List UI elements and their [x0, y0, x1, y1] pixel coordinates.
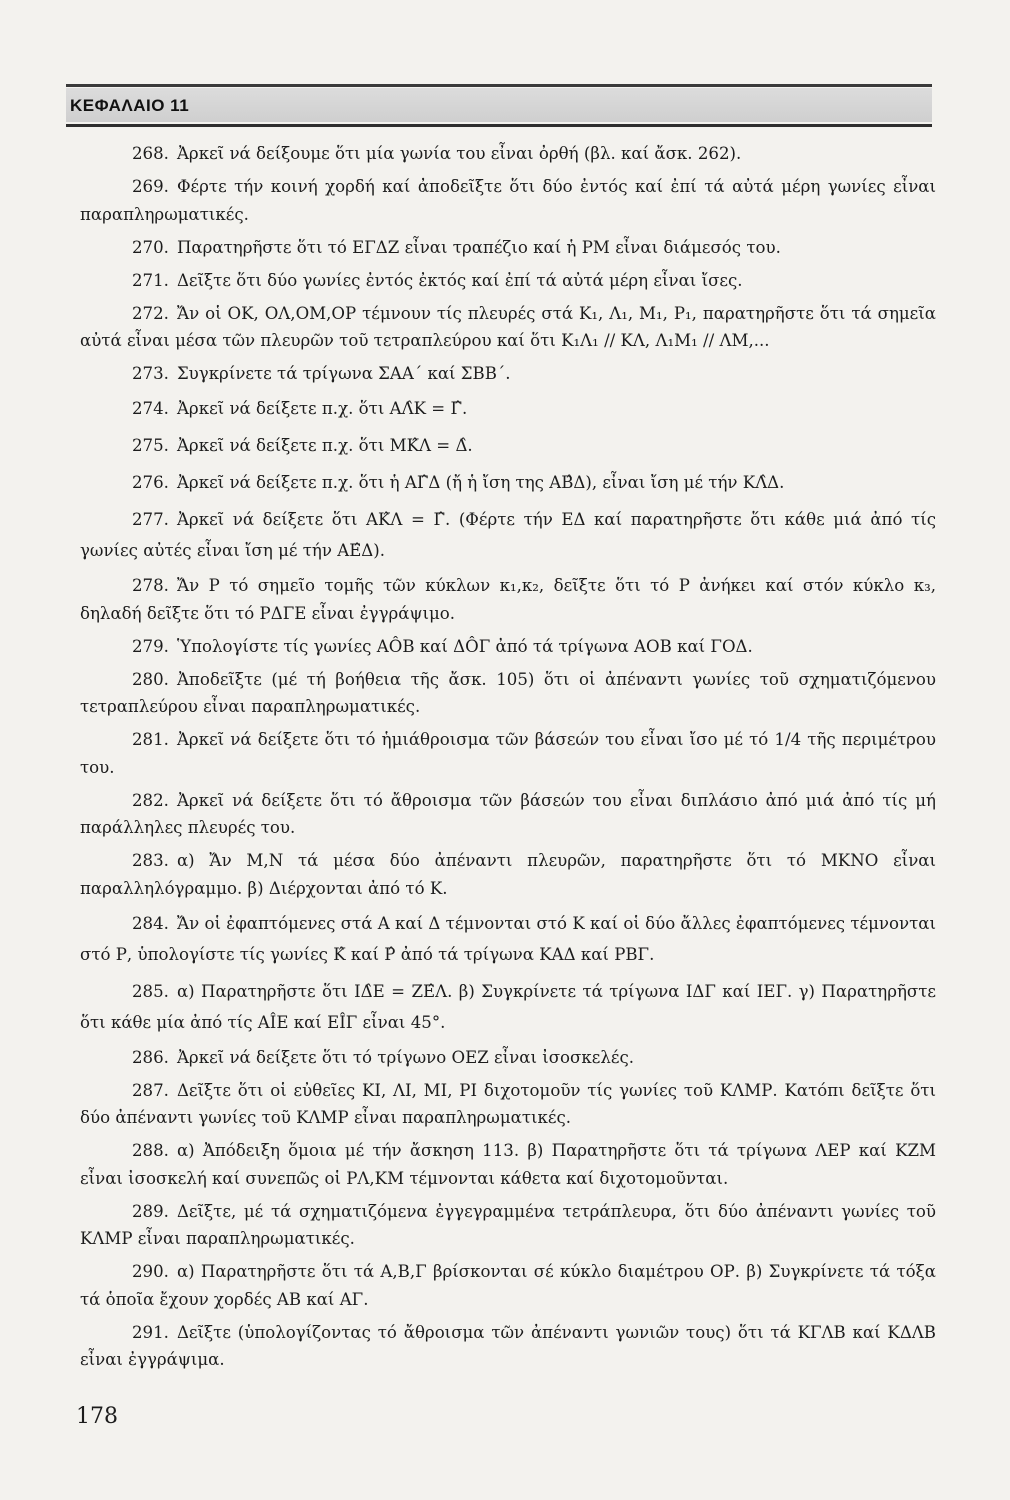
chapter-header-band [66, 88, 932, 122]
header-bottom-rule [66, 124, 932, 127]
exercise-hint-text: Ἀρκεῖ νά δείξετε ὅτι τό τρίγωνο ΟΕΖ εἶναι ἰσοσκελές. [176, 1047, 635, 1067]
exercise-number: 276. [132, 473, 169, 492]
exercise-number: 268. [132, 144, 169, 163]
exercise-number: 282. [132, 790, 169, 810]
exercise-number: 284. [132, 913, 169, 933]
exercise-hint-item [80, 1077, 936, 1132]
exercise-number: 291. [132, 1322, 169, 1342]
exercise-hint-item [80, 787, 936, 842]
exercise-hint-text: α) Ἄν Μ,Ν τά μέσα δύο ἀπέναντι πλευρῶν, παρατηρῆστε ὅτι τό ΜΚΝΟ εἶναι παραλληλόγραμμο. β) Διέρχονται ἀπό τό Κ. [80, 851, 936, 898]
exercise-hint-item [80, 666, 936, 721]
exercise-hint-item [80, 633, 936, 661]
exercise-hint-text: α) Ἀπόδειξη ὅμοια μέ τήν ἄσκηση 113. β) Παρατηρῆστε ὅτι τά τρίγωνα ΛΕΡ καί ΚΖΜ εἶναι ἰσοσκελή καί συνεπῶς οἱ ΡΛ,ΚΜ τέμνονται κάθετα καί διχοτομοῦνται. [80, 1141, 936, 1188]
exercise-hint-text: Ὑπολογίστε τίς γωνίες ΑÔΒ καί ΔÔΓ ἀπό τά τρίγωνα ΑΟΒ καί ΓΟΔ. [176, 636, 753, 656]
exercise-hint-item [80, 847, 936, 902]
exercise-hint-item [80, 1044, 936, 1072]
exercise-hint-text: Ἀποδεῖξτε (μέ τή βοήθεια τῆς ἄσκ. 105) ὅτι οἱ ἀπέναντι γωνίες τοῦ σχηματιζόμενου τετραπλεύρου εἶναι παραπληρωματικές. [80, 669, 936, 716]
exercise-number: 272. [132, 303, 169, 323]
exercise-hint-text: α) Παρατηρῆστε ὅτι τά Α,Β,Γ βρίσκονται σέ κύκλο διαμέτρου ΟΡ. β) Συγκρίνετε τά τόξα τά ὁποῖα ἔχουν χορδές ΑΒ καί ΑΓ. [80, 1262, 936, 1309]
exercise-number: 286. [132, 1047, 169, 1067]
exercise-number: 279. [132, 636, 169, 656]
exercise-hint-item [80, 393, 936, 424]
exercise-number: 270. [132, 237, 169, 257]
exercise-hint-item [80, 726, 936, 781]
exercise-hint-item [80, 234, 936, 262]
exercise-hint-item [80, 430, 936, 461]
exercise-number: 281. [132, 730, 169, 749]
exercise-number: 275. [132, 436, 169, 455]
exercise-hint-text: Ἀρκεῖ νά δείξετε π.χ. ὅτι ἡ ΑΓ̂Δ (ἤ ἡ ἴση της ΑΒ̂Δ), εἶναι ἴση μέ τήν ΚΛ̂Δ. [176, 473, 785, 492]
exercise-hint-item [80, 1319, 936, 1374]
exercise-hint-text: Ἄν οἱ ΟΚ, ΟΛ,ΟΜ,ΟΡ τέμνουν τίς πλευρές στά Κ₁, Λ₁, Μ₁, Ρ₁, παρατηρῆστε ὅτι τά σημεῖα αὐτά εἶναι μέσα τῶν πλευρῶν τοῦ τετραπλεύρου καί ὅτι Κ₁Λ₁ // ΚΛ, Λ₁Μ₁ // ΛΜ,... [80, 303, 936, 350]
exercise-hint-item [80, 1258, 936, 1313]
exercise-number: 290. [132, 1262, 169, 1281]
exercise-hint-item [80, 360, 936, 388]
exercise-number: 280. [132, 669, 169, 689]
exercise-hint-text: Δεῖξτε ὅτι οἱ εὐθεῖες ΚΙ, ΛΙ, ΜΙ, ΡΙ διχοτομοῦν τίς γωνίες τοῦ ΚΛΜΡ. Κατόπι δεῖξτε ὅτι δύο ἀπέναντι γωνίες τοῦ ΚΛΜΡ εἶναι παραπληρωματικές. [80, 1080, 936, 1127]
exercise-hint-item [80, 908, 936, 970]
header-top-rule [66, 84, 932, 87]
exercise-hint-text: Ἀρκεῖ νά δείξετε ὅτι ΑΚ̂Λ = Γ̂. (Φέρτε τήν ΕΔ καί παρατηρῆστε ὅτι κάθε μιά ἀπό τίς γωνίες αὐτές εἶναι ἴση μέ τήν ΑΕ̂Δ). [80, 510, 936, 560]
exercise-hint-text: Ἀρκεῖ νά δείξετε ὅτι τό ἡμιάθροισμα τῶν βάσεών του εἶναι ἴσο μέ τό 1/4 τῆς περιμέτρου του. [80, 730, 936, 777]
exercise-hint-text: Δεῖξτε ὅτι δύο γωνίες ἐντός ἐκτός καί ἐπί τά αὐτά μέρη εἶναι ἴσες. [176, 270, 743, 290]
exercise-number: 288. [132, 1141, 169, 1160]
exercise-hint-item [80, 504, 936, 566]
exercise-hint-text: Φέρτε τήν κοινή χορδή καί ἀποδεῖξτε ὅτι δύο ἐντός καί ἐπί τά αὐτά μέρη γωνίες εἶναι παραπληρωματικές. [80, 177, 936, 224]
exercise-hint-item [80, 140, 936, 168]
exercise-hints-list [80, 140, 936, 1379]
exercise-number: 285. [132, 981, 169, 1001]
exercise-hint-item [80, 1137, 936, 1192]
page-number: 178 [76, 1404, 118, 1429]
exercise-hint-text: Δεῖξτε, μέ τά σχηματιζόμενα ἐγγεγραμμένα τετράπλευρα, ὅτι δύο ἀπέναντι γωνίες τοῦ ΚΛΜΡ εἶναι παραπληρωματικές. [80, 1201, 936, 1248]
exercise-number: 287. [132, 1080, 169, 1100]
exercise-number: 277. [132, 510, 169, 529]
exercise-number: 274. [132, 399, 169, 418]
exercise-number: 269. [132, 177, 169, 196]
exercise-hint-item [80, 300, 936, 355]
exercise-hint-text: Παρατηρῆστε ὅτι τό ΕΓΔΖ εἶναι τραπέζιο καί ἡ ΡΜ εἶναι διάμεσός του. [176, 237, 781, 257]
exercise-hint-item [80, 1198, 936, 1253]
exercise-hint-item [80, 173, 936, 228]
exercise-hint-text: Δεῖξτε (ὑπολογίζοντας τό ἄθροισμα τῶν ἀπέναντι γωνιῶν τους) ὅτι τά ΚΓΛΒ καί ΚΔΛΒ εἶναι ἐγγράψιμα. [80, 1322, 936, 1369]
exercise-number: 283. [132, 851, 169, 870]
exercise-number: 271. [132, 270, 169, 290]
exercise-number: 289. [132, 1201, 169, 1221]
exercise-hint-text: Ἀρκεῖ νά δείξετε ὅτι τό ἄθροισμα τῶν βάσεών του εἶναι διπλάσιο ἀπό μιά ἀπό τίς μή παράλληλες πλευρές του. [80, 790, 936, 837]
exercise-hint-item [80, 267, 936, 295]
exercise-number: 278. [132, 576, 169, 595]
exercise-hint-text: α) Παρατηρῆστε ὅτι ΙΔ̂Ε = ΖΕ̂Λ. β) Συγκρίνετε τά τρίγωνα ΙΔΓ καί ΙΕΓ. γ) Παρατηρῆστε ὅτι κάθε μία ἀπό τίς ΑÎΕ καί ΕÎΓ εἶναι 45°. [80, 981, 936, 1032]
exercise-number: 273. [132, 364, 169, 383]
exercise-hint-item [80, 572, 936, 627]
exercise-hint-text: Ἄν Ρ τό σημεῖο τομῆς τῶν κύκλων κ₁,κ₂, δεῖξτε ὅτι τό Ρ ἀνήκει καί στόν κύκλο κ₃, δηλαδή δεῖξτε ὅτι τό ΡΔΓΕ εἶναι ἐγγράψιμο. [80, 576, 936, 623]
exercise-hint-text: Ἄν οἱ ἐφαπτόμενες στά Α καί Δ τέμνονται στό Κ καί οἱ δύο ἄλλες ἐφαπτόμενες τέμνονται στό Ρ, ὑπολογίστε τίς γωνίες Κ̂ καί Ρ̂ ἀπό τά τρίγωνα ΚΑΔ καί ΡΒΓ. [80, 913, 936, 964]
exercise-hint-text: Ἀρκεῖ νά δείξετε π.χ. ὅτι ΜΚ̂Λ = Δ̂. [176, 436, 473, 455]
exercise-hint-text: Ἀρκεῖ νά δείξουμε ὅτι μία γωνία του εἶναι ὀρθή (βλ. καί ἄσκ. 262). [176, 144, 742, 163]
chapter-title: ΚΕΦΑΛΑΙΟ 11 [70, 96, 190, 115]
exercise-hint-item [80, 467, 936, 498]
exercise-hint-text: Ἀρκεῖ νά δείξετε π.χ. ὅτι ΑΛ̂Κ = Γ̂. [176, 399, 468, 418]
exercise-hint-text: Συγκρίνετε τά τρίγωνα ΣΑΑ΄ καί ΣΒΒ΄. [176, 364, 511, 383]
exercise-hint-item [80, 976, 936, 1038]
